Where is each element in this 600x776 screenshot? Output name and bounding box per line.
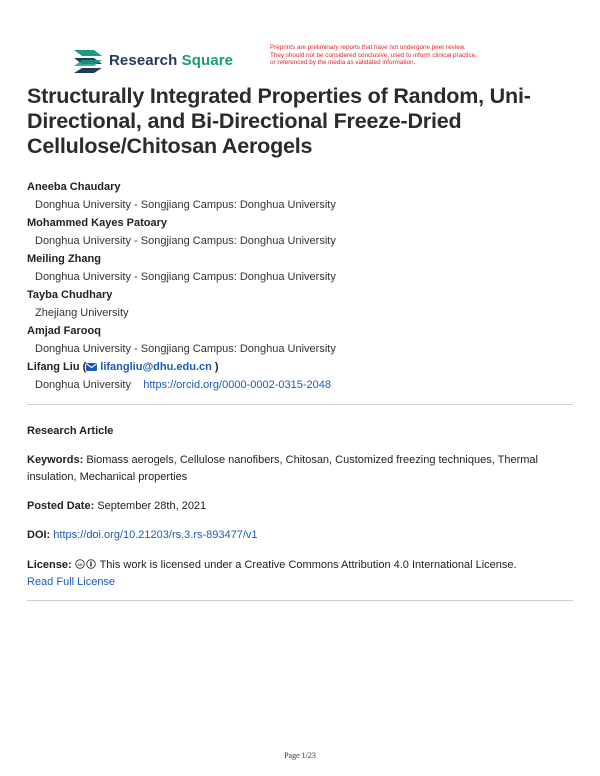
corresponding-author-name: Lifang Liu: [27, 361, 80, 373]
preprint-notice: [270, 44, 560, 67]
author-name: Mohammed Kayes Patoary: [27, 217, 167, 229]
creative-commons-icon: [75, 559, 85, 569]
author-affiliation: Donghua University - Songjiang Campus: Donghua University: [35, 199, 336, 211]
author-affiliation: Donghua University - Songjiang Campus: Donghua University: [35, 271, 336, 283]
corresponding-author-affiliation-row: [27, 376, 577, 394]
divider: [27, 600, 573, 601]
keywords-label: Keywords:: [27, 454, 84, 466]
posted-date-value: September 28th, 2021: [97, 500, 207, 512]
brand-name-part2: Square: [181, 51, 234, 69]
author-affiliation: Donghua University - Songjiang Campus: Donghua University: [35, 235, 336, 247]
research-square-logo[interactable]: [72, 46, 233, 74]
close-paren: ): [214, 361, 219, 373]
doi: [27, 527, 573, 544]
header: [72, 44, 552, 76]
author-list: [27, 178, 577, 394]
keywords-text: Biomass aerogels, Cellulose nanofibers, Chitosan, Customized freezing techniques, Thermal insulation, Mechanical properties: [27, 454, 538, 483]
attribution-icon: [86, 559, 96, 569]
keywords: [27, 452, 573, 486]
author-name: Tayba Chudhary: [27, 289, 113, 301]
brand-name-part1: Research: [109, 51, 178, 69]
article-type: [27, 423, 573, 440]
open-paren: (: [82, 361, 87, 373]
author-affiliation: Donghua University - Songjiang Campus: Donghua University: [35, 343, 336, 355]
author-affiliation: Zhejiang University: [35, 307, 129, 319]
read-full-license-link[interactable]: Read Full License: [27, 576, 116, 588]
posted-date: [27, 498, 573, 515]
author-affiliation: Donghua University: [35, 379, 131, 391]
license-text: This work is licensed under a Creative Commons Attribution 4.0 International License.: [99, 559, 517, 571]
doi-label: DOI:: [27, 529, 51, 541]
envelope-icon: [86, 363, 97, 371]
article-type-label: Research Article: [27, 425, 114, 437]
divider: [27, 404, 573, 405]
orcid-link[interactable]: https://orcid.org/0000-0002-0315-2048: [143, 379, 331, 391]
license: [27, 557, 573, 591]
author-name: Meiling Zhang: [27, 253, 101, 265]
svg-text:cc: cc: [77, 561, 83, 567]
author-name: Aneeba Chaudary: [27, 181, 121, 193]
posted-date-label: Posted Date:: [27, 500, 95, 512]
corresponding-author: [27, 358, 577, 376]
doi-link[interactable]: https://doi.org/10.21203/rs.3.rs-893477/v1: [53, 529, 258, 541]
corresponding-email-link[interactable]: lifangliu@dhu.edu.cn: [100, 361, 212, 373]
preprint-notice-line: Preprints are preliminary reports that have not undergone peer review.: [270, 44, 466, 51]
preprint-notice-line: They should not be considered conclusive, used to inform clinical practice,: [270, 51, 477, 59]
author-name: Amjad Farooq: [27, 325, 101, 337]
research-square-logo-icon: [72, 46, 104, 74]
paper-title: Structurally Integrated Properties of Random, Uni-Directional, and Bi-Directional Freeze-Dried Cellulose/Chitosan Aerogels: [27, 84, 531, 158]
preprint-notice-line: or referenced by the media as validated information.: [270, 59, 416, 67]
license-label: License:: [27, 559, 72, 571]
page-number: Page 1/23: [284, 751, 316, 760]
brand-name: [109, 52, 233, 69]
